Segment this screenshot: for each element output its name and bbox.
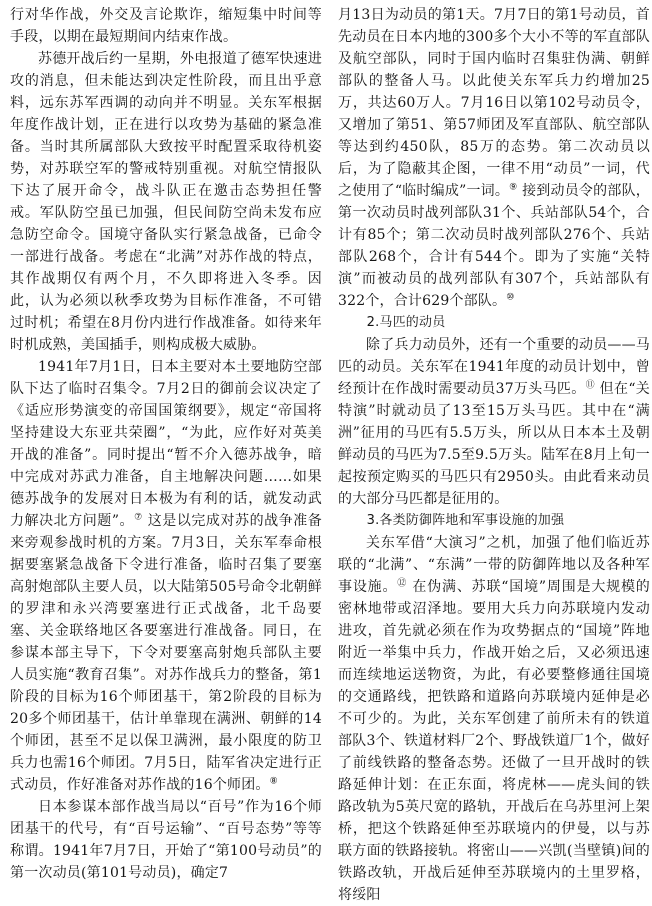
text-segment: 在伪满、苏联“国境”周围是大规模的密林地带或沼泽地。要用大兵力向苏联境内发动进攻，首先就必须在作为攻势据点的“国境”阵地附近一举集中兵力，作战开始之后，又必须迅速而连续地运送物资，为此，有必要整修通往国境的交通路线，把铁路和道路向苏联境内延伸是必不可少的。为此，关东军创建了前所未有的铁道部队3个、铁道材料厂2个、野战铁道厂1个，做好了前线铁路的整备态势。还做了一旦开战时的铁路延伸计划：在正东面，将虎林——虎头间的铁路改轨为5英尺宽的路轨，开战后在乌苏里河上架桥，把这个铁路延伸至苏联境内的伊曼，以与苏联方面的铁路接轨。将密山——兴凯(当壁镇)间的铁路改轨，开战后延伸至苏联境内的土里罗格，将绥阳 [338,579,650,903]
text-segment: 关东军借“大演习”之机，加强了他们临近苏联的“北满”、“东满”一带的防御阵地以及各种军事设施。 [338,535,650,595]
footnote-marker: ⑧ [269,776,278,787]
footnote-marker: ⑫ [397,578,408,589]
paragraph-baihao: 日本参谋本部作战当局以“百号”作为16个师团基干的代号，有“百号运输”、“百号态势”等等称谓。1941年7月7日，开始了“第100号动员”的第一次动员(第101号动员)，确定7 [10,799,322,881]
paragraph-horses [338,334,650,510]
paragraph-mobilization [338,4,650,312]
section-heading-defenses: 3.各类防御阵地和军事设施的加强 [366,513,565,528]
footnote-marker: ⑩ [506,292,515,303]
footnote-marker: ⑪ [585,380,595,391]
footnote-marker: ⑨ [509,182,518,193]
text-segment: 1941年7月1日，日本主要对本土要地防空部队下达了临时召集令。7月2日的御前会议决定了《适应形势演变的帝国国策纲要》，规定“帝国将坚持建设大东亚共荣圈”，“为此，应作好对英美开战的准备”。同时提出“暂不介入德苏战争，暗中完成对苏武力准备，自主地解决问题……如果德苏战争的发展对日本极为有利的话，就发动武力解决北方问题”。 [10,359,322,529]
text-segment: 月13日为动员的第1天。7月7日的第1号动员，首先动员在日本内地的300多个大小不等的军直部队及航空部队，同时于国内临时召集驻伪满、朝鲜部队的整备人马。以此使关东军兵力约增加25万，共达60万人。7月16日以第102号动员令，又增加了第51、第57师团及军直部队、航空部队等达到约450队，85万的态势。第二次动员以后，为了隐蔽其企图，一律不用“动员”一词，代之使用了“临时编成”一词。 [338,7,650,199]
text-segment: 这是以完成对苏的战争准备来旁观参战时机的方案。7月3日，关东军奉命根据要塞紧急战备下令进行准备，临时召集了要塞高射炮部队主要人员，以大陆第505号命令北朝鲜的罗津和永兴湾要塞进行正式战备，北千岛要塞、关金联络地区各要塞进行准战备。同日，在参谋本部主导下，下令对要塞高射炮兵部队主要人员实施“教育召集”。对苏作战兵力的整备，第1阶段的目标为16个师团基干，第2阶段的目标为20多个师团基干，估计单靠现在满洲、朝鲜的14个师团，甚至不足以保卫满洲，最小限度的防卫兵力也需16个师团。7月5日，陆军省决定进行正式动员，作好准备对苏作战的16个师团。 [10,513,322,793]
left-column [10,4,322,884]
text-segment: 接到动员令的部队，第一次动员时战列部队31个、兵站部队54个，合计有85个；第二次动员时战列部队276个、兵站部队268个，合计有544个。即为了实施“关特演”而被动员的战列部队有307个，兵站部队有322个，合计629个部队。 [338,183,650,309]
right-column [338,4,650,906]
paragraph-july-1941 [10,356,322,796]
section-heading-horses: 2.马匹的动员 [366,315,446,330]
paragraph-defenses [338,532,650,906]
footnote-marker: ⑦ [134,512,143,523]
paragraph-early-war: 苏德开战后约一星期，外电报道了德军快速进攻的消息，但未能达到决定性阶段，而且出乎意料，远东苏军西调的动向并不明显。关东军根据年度作战计划，正在进行以攻势为基础的紧急准备。当时其所属部队大致按平时配置采取待机姿势，对苏联空军的警戒特别重视。对航空情报队下达了展开命令，战斗队正在邀击态势担任警戒。军队防空虽已加强，但民间防空尚未发布应急防空命令。国境守备队实行紧急战备，已命令一部进行战备。考虑在“北满”对苏作战的特点，其作战期仅有两个月，不久即将进入冬季。因此，认为必须以秋季攻势为目标作准备，不可错过时机；希望在8月份内进行作战准备。如待来年时机成熟，美国插手，则构成极大威胁。 [10,51,322,353]
text-segment: 除了兵力动员外，还有一个重要的动员——马匹的动员。关东军在1941年度的动员计划中，曾经预计在作战时需要动员37万头马匹。 [338,337,650,397]
paragraph-continued: 行对华作战，外交及言论欺诈，缩短集中时间等手段，以期在最短期间内结束作战。 [10,7,322,45]
text-segment: 但在“关特演”时就动员了13至15万头马匹。其中在“满洲”征用的马匹有5.5万头，所以从日本本土及朝鲜动员的马匹为7.5至9.5万头。陆军在8月上旬一起按预定购买的马匹只有2950头。由此看来动员的大部分马匹都是征用的。 [338,381,651,507]
